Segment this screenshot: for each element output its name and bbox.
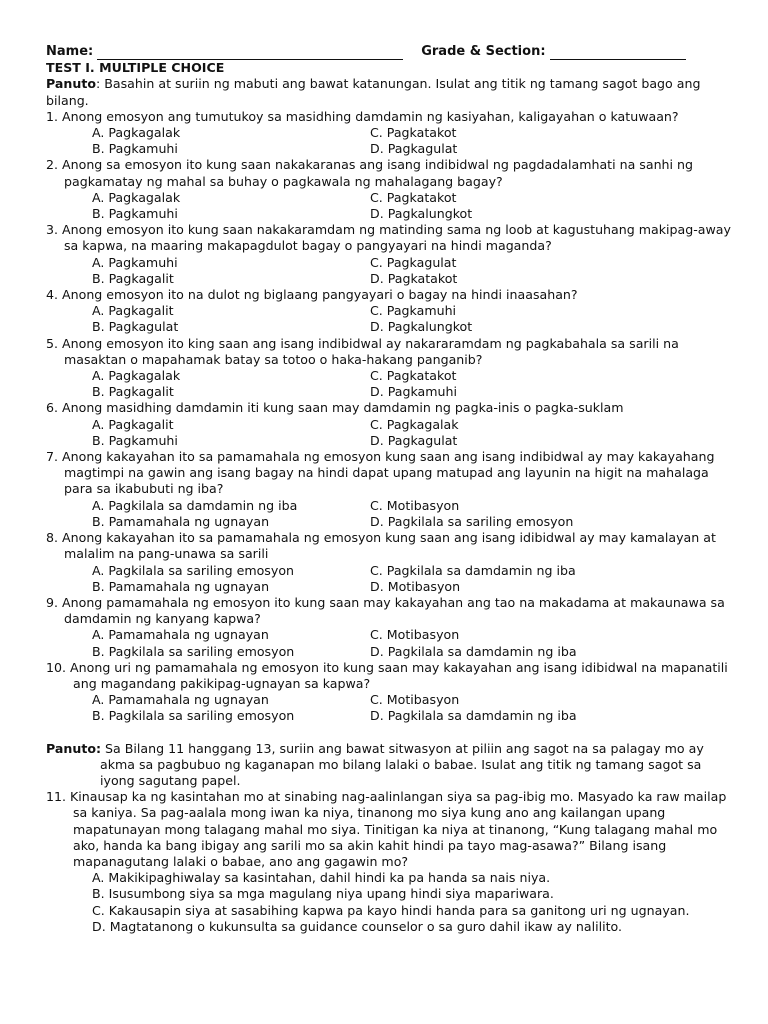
option-d: D. Pagkilala sa sariling emosyon bbox=[370, 513, 574, 529]
option-a: A. Makikipaghiwalay sa kasintahan, dahil hindi ka pa handa sa nais niya. bbox=[92, 870, 551, 886]
option-d: D. Pagkalungkot bbox=[370, 206, 473, 222]
option-b: B. Pagkilala sa sariling emosyon bbox=[92, 643, 295, 659]
question-5 bbox=[46, 336, 732, 401]
option-a: A. Pagkagalak bbox=[92, 368, 181, 384]
question-2 bbox=[46, 157, 732, 222]
question-7 bbox=[46, 449, 732, 530]
option-a: A. Pagkagalak bbox=[92, 189, 181, 205]
option-grid bbox=[92, 125, 732, 157]
option-grid bbox=[92, 255, 732, 287]
question-stem: 10. Anong uri ng pamamahala ng emosyon ito kung saan may kakayahan ang isang idibidwal na mapanatili ang magandang pakikipag-ugnayan sa kapwa? bbox=[46, 659, 728, 691]
question-11 bbox=[46, 789, 732, 935]
question-stem: 3. Anong emosyon ito kung saan nakakaramdam ng matinding sama ng loob at kagustuhang makipag-away sa kapwa, na maaring makapagdulot bagay o pangyayari na hindi maganda? bbox=[46, 222, 731, 254]
name-blank-line[interactable] bbox=[97, 47, 403, 60]
option-d: D. Pagkagulat bbox=[370, 141, 458, 157]
question-3 bbox=[46, 222, 732, 287]
directions-2-line-3: iyong sagutang papel. bbox=[100, 772, 241, 788]
option-d: D. Motibasyon bbox=[370, 578, 461, 594]
question-stem: 7. Anong kakayahan ito sa pamamahala ng emosyon kung saan ang isang indibidwal ay may kakayahang magtimpi na gawin ang isang bagay na hindi dapat upang matupad ang layunin na higit na mahalaga para sa ikabubuti ng iba? bbox=[46, 449, 715, 497]
option-c: C. Motibasyon bbox=[370, 627, 460, 643]
option-c: C. Motibasyon bbox=[370, 692, 460, 708]
option-c: C. Pagkatakot bbox=[370, 189, 457, 205]
option-b: B. Isusumbong siya sa mga magulang niya upang hindi siya mapariwara. bbox=[92, 886, 554, 902]
question-6 bbox=[46, 400, 732, 449]
question-8 bbox=[46, 530, 732, 595]
name-label: Name: bbox=[46, 44, 94, 59]
option-d: D. Pagkalungkot bbox=[370, 319, 473, 335]
option-b: B. Pagkagalit bbox=[92, 384, 174, 400]
option-d: D. Pagkatakot bbox=[370, 270, 458, 286]
question-stem: 8. Anong kakayahan ito sa pamamahala ng emosyon kung saan ang isang idibidwal ay may kamalayan at malalim na pang-unawa sa sarili bbox=[46, 530, 716, 562]
option-a: A. Pagkagalit bbox=[92, 416, 174, 432]
directions-1-text: : Basahin at suriin ng mabuti ang bawat katanungan. Isulat ang titik ng tamang sagot bago ang bilang. bbox=[46, 76, 701, 108]
option-grid bbox=[92, 417, 732, 449]
option-a: A. Pagkilala sa damdamin ng iba bbox=[92, 497, 298, 513]
option-c: C. Motibasyon bbox=[370, 497, 460, 513]
option-a: A. Pamamahala ng ugnayan bbox=[92, 627, 269, 643]
question-list bbox=[46, 109, 732, 725]
option-c: C. Pagkatakot bbox=[370, 368, 457, 384]
header-row bbox=[46, 44, 732, 60]
grade-section-label: Grade & Section: bbox=[421, 44, 546, 59]
option-a: A. Pagkagalit bbox=[92, 303, 174, 319]
question-stem: 2. Anong sa emosyon ito kung saan nakakaranas ang isang indibidwal ng pagdadalamhati na sanhi ng pagkamatay ng mahal sa buhay o pagkawala ng mahalagang bagay? bbox=[46, 157, 694, 189]
question-9 bbox=[46, 595, 732, 660]
option-a: A. Pamamahala ng ugnayan bbox=[92, 692, 269, 708]
option-a: A. Pagkagalak bbox=[92, 125, 181, 141]
grade-section-blank-line[interactable] bbox=[550, 47, 686, 60]
option-b: B. Pamamahala ng ugnayan bbox=[92, 513, 270, 529]
question-4 bbox=[46, 287, 732, 336]
option-c: C. Pagkagulat bbox=[370, 254, 457, 270]
question-stem: 6. Anong masidhing damdamin iti kung saan may damdamin ng pagka-inis o pagka-suklam bbox=[46, 400, 624, 416]
option-c: C. Pagkagalak bbox=[370, 416, 459, 432]
option-c: C. Pagkamuhi bbox=[370, 303, 457, 319]
option-b: B. Pamamahala ng ugnayan bbox=[92, 578, 270, 594]
option-b: B. Pagkagulat bbox=[92, 319, 179, 335]
directions-1 bbox=[46, 76, 732, 108]
test-title: TEST I. MULTIPLE CHOICE bbox=[46, 60, 225, 76]
option-grid bbox=[92, 368, 732, 400]
option-c: C. Pagkilala sa damdamin ng iba bbox=[370, 562, 576, 578]
question-stem: 4. Anong emosyon ito na dulot ng biglaang pangyayari o bagay na hindi inaasahan? bbox=[46, 287, 578, 303]
question-stem: 5. Anong emosyon ito king saan ang isang indibidwal ay nakararamdam ng pagkabahala sa sarili na masaktan o mapahamak batay sa totoo o haka-hakang panganib? bbox=[46, 335, 679, 367]
option-d: D. Pagkamuhi bbox=[370, 384, 457, 400]
directions-2-line-1: Sa Bilang 11 hanggang 13, suriin ang bawat sitwasyon at piliin ang sagot na sa palagay mo ay bbox=[101, 740, 704, 756]
question-10 bbox=[46, 660, 732, 725]
option-b: B. Pagkilala sa sariling emosyon bbox=[92, 708, 295, 724]
option-d: D. Pagkilala sa damdamin ng iba bbox=[370, 708, 577, 724]
option-grid bbox=[92, 563, 732, 595]
option-a: A. Pagkamuhi bbox=[92, 254, 178, 270]
worksheet-page bbox=[46, 44, 732, 935]
option-d: D. Magtatanong o kukunsulta sa guidance counselor o sa guro dahil ikaw ay nalilito. bbox=[92, 918, 622, 934]
option-c: C. Pagkatakot bbox=[370, 125, 457, 141]
option-d: D. Pagkagulat bbox=[370, 432, 458, 448]
question-stem: 1. Anong emosyon ang tumutukoy sa masidhing damdamin ng kasiyahan, kaligayahan o katuwaan? bbox=[46, 108, 679, 124]
option-d: D. Pagkilala sa damdamin ng iba bbox=[370, 643, 577, 659]
option-b: B. Pagkamuhi bbox=[92, 206, 178, 222]
question-1 bbox=[46, 109, 732, 158]
question-stem: 9. Anong pamamahala ng emosyon ito kung saan may kakayahan ang tao na makadama at makaunawa sa damdamin ng kanyang kapwa? bbox=[46, 594, 725, 627]
directions-2 bbox=[46, 741, 732, 790]
option-b: B. Pagkamuhi bbox=[92, 141, 178, 157]
directions-2-label: Panuto: bbox=[46, 740, 102, 756]
option-grid bbox=[92, 498, 732, 530]
option-b: B. Pagkamuhi bbox=[92, 432, 178, 448]
option-grid bbox=[92, 627, 732, 659]
option-c: C. Kakausapin siya at sasabihing kapwa pa kayo hindi handa para sa ganitong uri ng ugnayan. bbox=[92, 902, 690, 918]
option-b: B. Pagkagalit bbox=[92, 270, 174, 286]
directions-1-label: Panuto bbox=[46, 76, 96, 92]
directions-2-line-2: akma sa pagbubuo ng kaganapan mo bilang lalaki o babae. Isulat ang titik ng tamang sagot sa bbox=[100, 756, 702, 772]
option-grid bbox=[92, 190, 732, 222]
option-a: A. Pagkilala sa sariling emosyon bbox=[92, 562, 295, 578]
option-grid bbox=[92, 692, 732, 724]
question-stem: 11. Kinausap ka ng kasintahan mo at sinabing nag-aalinlangan siya sa pag-ibig mo. Masyado ka raw mailap sa kaniya. Sa pag-aalala mong iwan ka niya, tinanong mo siya kung ano ang kailangan upang mapatunayan mong talagang mahal mo siya. Tinitigan ka niya at tinanong, “Kung talagang mahal mo ako, handa ka bang ibigay ang sarili mo sa akin kahit hindi pa tayo mag-asawa?” Bilang isang mapanagutang lalaki o babae, ano ang gagawin mo? bbox=[46, 789, 727, 869]
option-grid bbox=[92, 303, 732, 335]
